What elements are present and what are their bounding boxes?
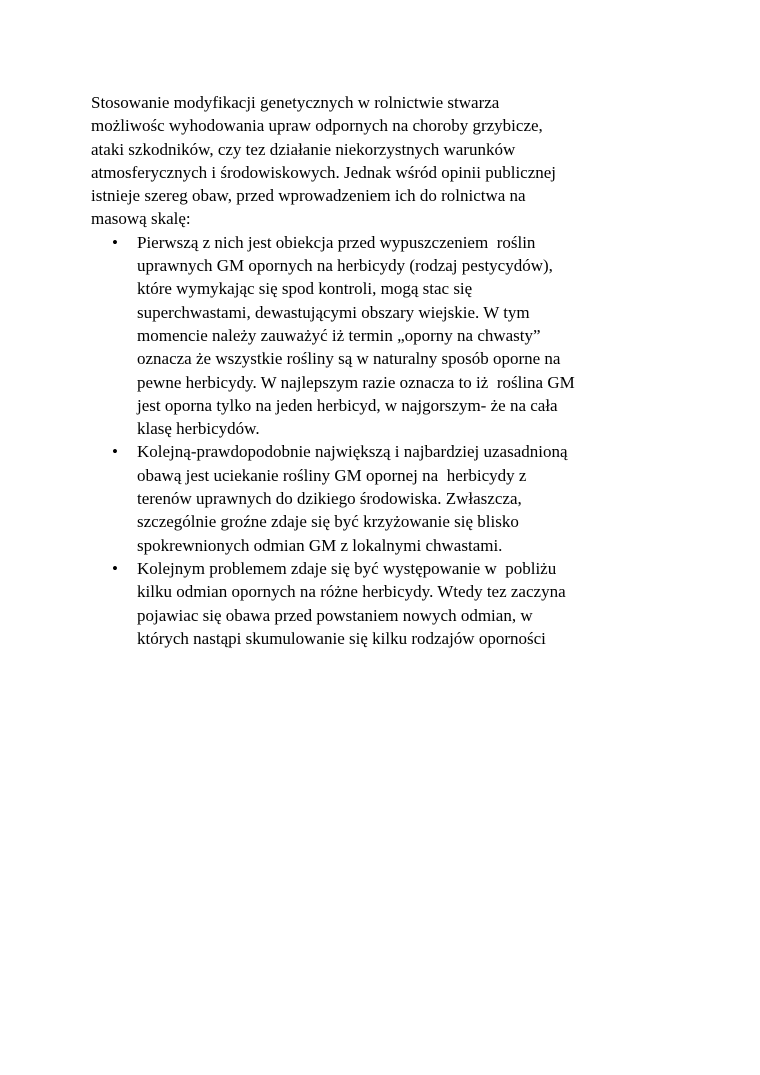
text-line: atmosferycznych i środowiskowych. Jednak wśród opinii publicznej [91,162,557,182]
text-line: Kolejną-prawdopodobnie największą i najbardziej uzasadnioną [137,442,568,462]
bullet-item-3 [91,557,671,650]
text-line: oznacza że wszystkie rośliny są w naturalny sposób oporne na [137,349,561,369]
document-body [91,91,671,650]
text-line: momencie należy zauważyć iż termin „oporny na chwasty” [137,325,541,345]
bullet-item-2 [91,440,671,556]
text-line: klasę herbicydów. [137,419,260,439]
bullet-icon: • [112,558,118,578]
text-line: kilku odmian opornych na różne herbicydy. Wtedy tez zaczyna [137,582,566,602]
bullet-icon: • [112,232,118,252]
text-line: ataki szkodników, czy tez działanie niekorzystnych warunków [91,139,516,159]
bullet-list [91,231,671,650]
text-line: możliwośc wyhodowania upraw odpornych na choroby grzybicze, [91,116,543,136]
bullet-item-1 [91,231,671,441]
text-line: szczególnie groźne zdaje się być krzyżowanie się blisko [137,512,519,532]
text-line: Kolejnym problemem zdaje się być występowanie w pobliżu [137,558,557,578]
text-line: jest oporna tylko na jeden herbicyd, w najgorszym- że na cała [137,395,558,415]
text-line: których nastąpi skumulowanie się kilku rodzajów oporności [137,628,546,648]
text-line: Pierwszą z nich jest obiekcja przed wypuszczeniem roślin [137,232,536,252]
text-line: pojawiac się obawa przed powstaniem nowych odmian, w [137,605,533,625]
bullet-icon: • [112,442,118,462]
text-line: superchwastami, dewastującymi obszary wiejskie. W tym [137,302,530,322]
text-line: uprawnych GM opornych na herbicydy (rodzaj pestycydów), [137,256,553,276]
text-line: Stosowanie modyfikacji genetycznych w rolnictwie stwarza [91,93,500,112]
text-line: terenów uprawnych do dzikiego środowiska. Zwłaszcza, [137,489,522,509]
intro-paragraph [91,91,671,231]
text-line: obawą jest uciekanie rośliny GM opornej na herbicydy z [137,465,527,485]
text-line: które wymykając się spod kontroli, mogą stac się [137,279,473,299]
text-line: pewne herbicydy. W najlepszym razie oznacza to iż roślina GM [137,372,575,392]
text-line: masową skalę: [91,209,191,229]
text-line: spokrewnionych odmian GM z lokalnymi chwastami. [137,535,503,555]
text-line: istnieje szereg obaw, przed wprowadzeniem ich do rolnictwa na [91,186,526,206]
